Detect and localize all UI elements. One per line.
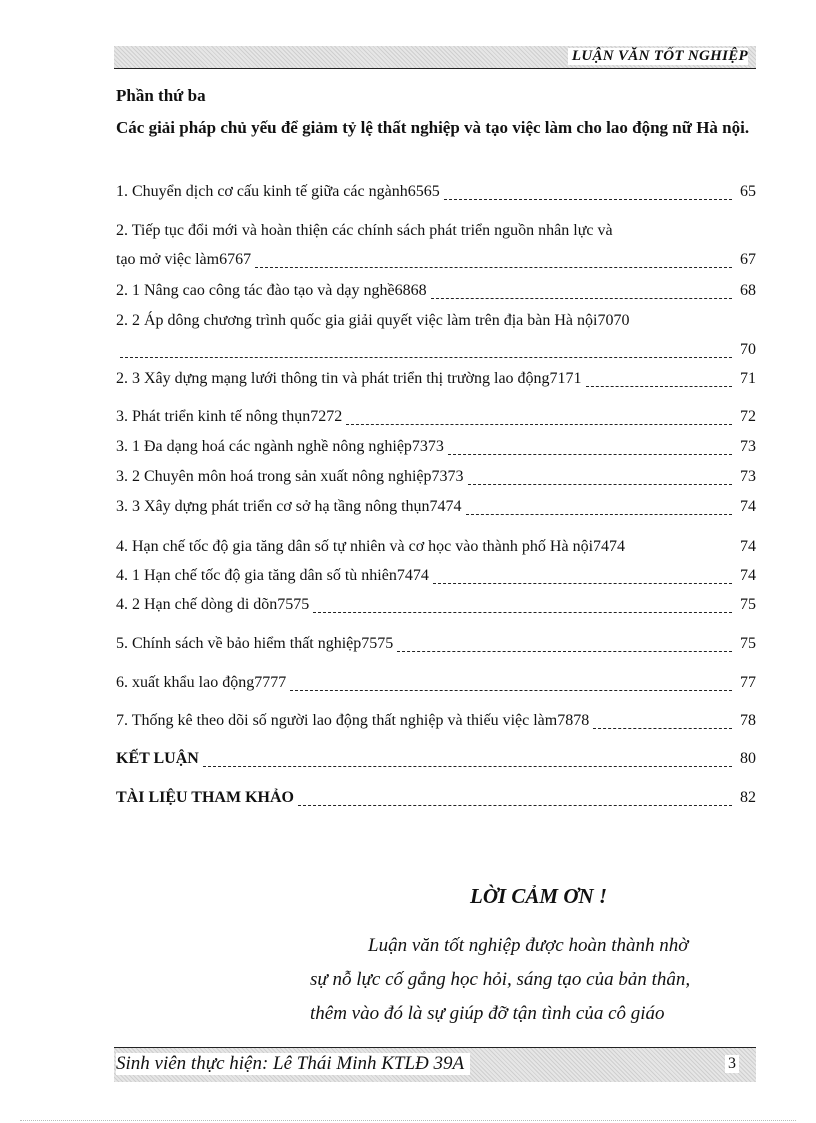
toc-entry[interactable] [116, 408, 756, 432]
toc-entry[interactable] [116, 438, 756, 462]
acknowledgement-body [310, 929, 760, 1031]
toc-entry-page: 73 [740, 438, 756, 455]
toc-entry[interactable] [116, 183, 756, 207]
toc-entry-text: KẾT LUẬN [116, 750, 199, 767]
toc-entry-page: 71 [740, 370, 756, 387]
toc-entry[interactable] [116, 712, 756, 736]
toc-entry-page: 67 [740, 251, 756, 268]
toc-entry-page: 65 [740, 183, 756, 200]
toc-entry-text: 2. 3 Xây dựng mạng lưới thông tin và phát triển thị trường lao động7171 [116, 370, 582, 387]
toc-entry-page: 70 [740, 341, 756, 358]
toc-entry-text: TÀI LIỆU THAM KHẢO [116, 789, 294, 806]
toc-entry-text: 7. Thống kê theo dõi số người lao động thất nghiệp và thiếu việc làm7878 [116, 712, 590, 729]
toc-entry-page: 75 [740, 635, 756, 652]
toc-entry-text: 4. 2 Hạn chế dòng di dõn7575 [116, 596, 310, 613]
toc-entry-text-line1: 2. Tiếp tục đổi mới và hoàn thiện các chính sách phát triển nguồn nhân lực và [116, 222, 613, 239]
toc-entry-text: tạo mở việc làm6767 [116, 251, 252, 268]
page-number: 3 [725, 1055, 739, 1073]
toc-entry-text: 2. 1 Nâng cao công tác đào tạo và dạy nghề6868 [116, 282, 427, 299]
toc-entry-page: 72 [740, 408, 756, 425]
toc-entry-text: 3. 2 Chuyên môn hoá trong sản xuất nông nghiệp7373 [116, 468, 464, 485]
toc-entry[interactable] [116, 341, 756, 365]
toc-entry[interactable] [116, 370, 756, 394]
toc-entry[interactable] [116, 498, 756, 522]
toc-entry-text: 3. 1 Đa dạng hoá các ngành nghề nông nghiệp7373 [116, 438, 444, 455]
toc-entry-text: 3. Phát triển kinh tế nông thụn7272 [116, 408, 343, 425]
header-rule [114, 68, 756, 69]
toc-entry-text: 4. Hạn chế tốc độ gia tăng dân số tự nhiên và cơ học vào thành phố Hà nội7474 [116, 538, 626, 555]
toc-entry[interactable] [116, 251, 756, 275]
acknowledgement-line: Luận văn tốt nghiệp được hoàn thành nhờ [368, 935, 689, 956]
toc-entry-text: 5. Chính sách về bảo hiểm thất nghiệp7575 [116, 635, 394, 652]
toc-entry-text: 6. xuất khẩu lao động7777 [116, 674, 287, 691]
part-subtitle: Các giải pháp chủ yếu để giảm tỷ lệ thất nghiệp và tạo việc làm cho lao động nữ Hà nội. [116, 118, 750, 137]
toc-entry[interactable] [116, 282, 756, 306]
toc-entry[interactable] [116, 674, 756, 698]
toc-entry[interactable] [116, 750, 756, 774]
toc-entry[interactable] [116, 567, 756, 591]
toc-entry-page: 74 [740, 538, 756, 555]
acknowledgement-line: thêm vào đó là sự giúp đỡ tận tình của cô giáo [310, 1003, 665, 1024]
running-header: LUẬN VĂN TỐT NGHIỆP [568, 48, 748, 65]
toc-entry-page: 73 [740, 468, 756, 485]
toc-entry-page: 75 [740, 596, 756, 613]
toc-entry[interactable] [116, 538, 756, 562]
toc-entry-page: 80 [740, 750, 756, 767]
toc-entry-page: 78 [740, 712, 756, 729]
toc-entry[interactable] [116, 635, 756, 659]
toc-entry-text: 4. 1 Hạn chế tốc độ gia tăng dân số tù nhiên7474 [116, 567, 429, 584]
toc-entry-text: 1. Chuyển dịch cơ cấu kinh tế giữa các ngành6565 [116, 183, 440, 200]
toc-entry-page: 68 [740, 282, 756, 299]
acknowledgement-title: LỜI CẢM ƠN ! [470, 884, 608, 908]
toc-entry-page: 74 [740, 567, 756, 584]
toc-entry-page: 77 [740, 674, 756, 691]
part-title: Phần thứ ba [116, 86, 206, 105]
header-band [114, 46, 756, 68]
toc-entry-text: 3. 3 Xây dựng phát triển cơ sở hạ tầng nông thụn7474 [116, 498, 462, 515]
toc-entry[interactable] [116, 468, 756, 492]
toc-entry-text-line1: 2. 2 Áp dông chương trình quốc gia giải quyết việc làm trên địa bàn Hà nội7070 [116, 312, 630, 329]
toc-entry-page: 74 [740, 498, 756, 515]
toc-entry-page: 82 [740, 789, 756, 806]
acknowledgement-line: sự nỗ lực cố gắng học hỏi, sáng tạo của bản thân, [310, 969, 691, 990]
page-edge [20, 1120, 796, 1121]
toc-entry[interactable] [116, 596, 756, 620]
toc-entry[interactable] [116, 789, 756, 813]
footer-author: Sinh viên thực hiện: Lê Thái Minh KTLĐ 39A [116, 1053, 470, 1075]
